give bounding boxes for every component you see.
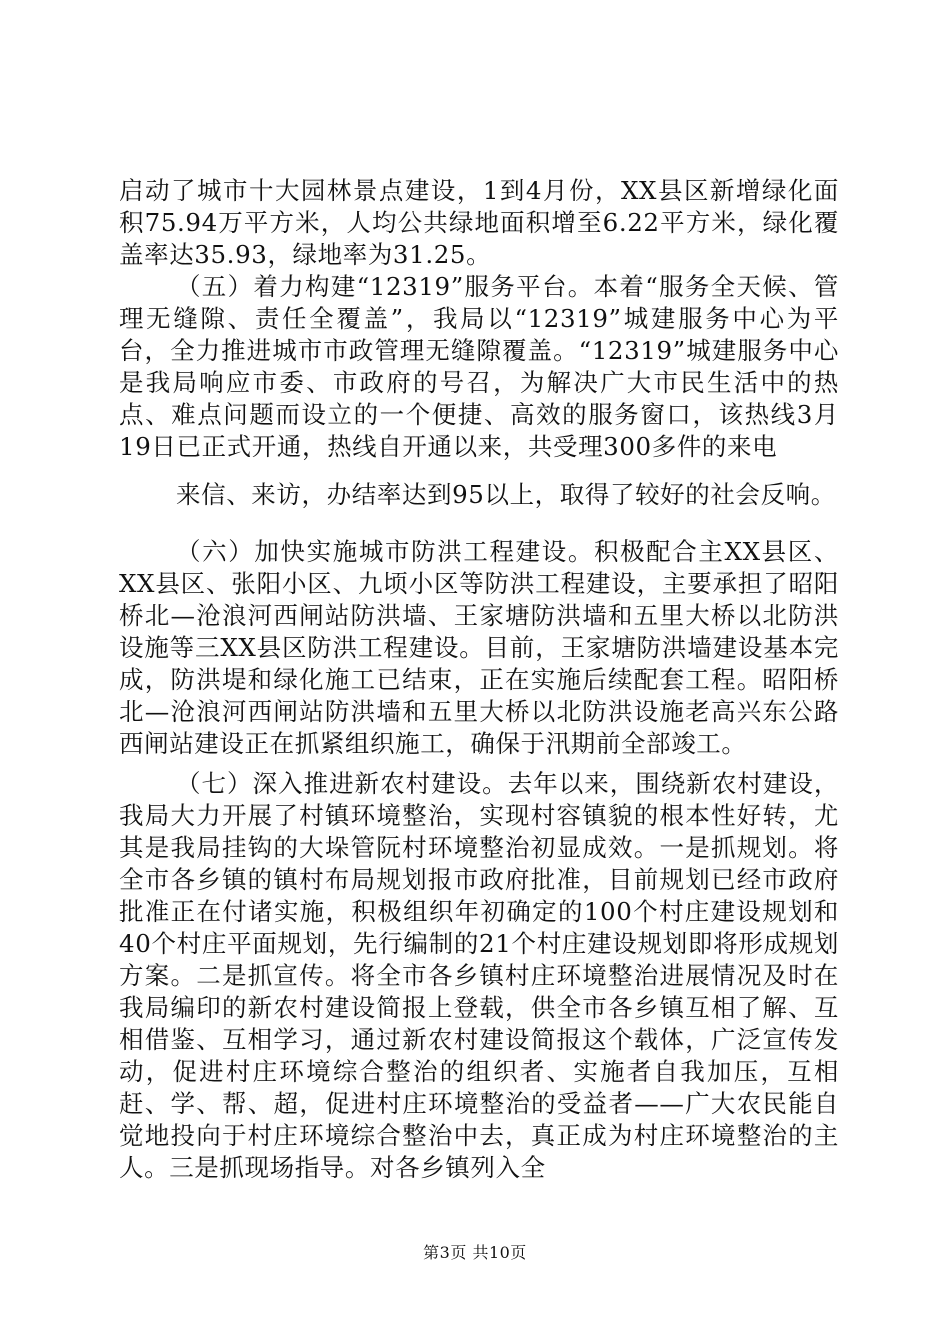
paragraph-service-platform: （五）着力构建“12319”服务平台。本着“服务全天候、管理无缝隙、责任全覆盖”，我局以“12319”城建服务中心为平台，全力推进城市市政管理无缝隙覆盖。“12319”城建服务中心是我局响应市委、市政府的号召，为解决广大市民生活中的热点、难点问题而设立的一个便捷、高效的服务窗口，该热线3月19日已正式开通，热线自开通以来，共受理300多件的来电 [119, 272, 839, 461]
paragraph-flood-control: （六）加快实施城市防洪工程建设。积极配合主XX县区、XX县区、张阳小区、九顷小区等防洪工程建设，主要承担了昭阳桥北—沧浪河西闸站防洪墙、王家塘防洪墙和五里大桥以北防洪设施等三XX县区防洪工程建设。目前，王家塘防洪墙建设基本完成，防洪堤和绿化施工已结束，正在实施后续配套工程。昭阳桥北—沧浪河西闸站防洪墙和五里大桥以北防洪设施老高兴东公路西闸站建设正在抓紧组织施工，确保于汛期前全部竣工。 [119, 537, 839, 758]
paragraph-new-countryside: （七）深入推进新农村建设。去年以来，围绕新农村建设，我局大力开展了村镇环境整治，实现村容镇貌的根本性好转，尤其是我局挂钩的大垛管阮村环境整治初显成效。一是抓规划。将全市各乡镇的镇村布局规划报市政府批准，目前规划已经市政府批准正在付诸实施，积极组织年初确定的100个村庄建设规划和40个村庄平面规划，先行编制的21个村庄建设规划即将形成规划方案。二是抓宣传。将全市各乡镇村庄环境整治进展情况及时在我局编印的新农村建设简报上登载，供全市各乡镇互相了解、互相借鉴、互相学习，通过新农村建设简报这个载体，广泛宣传发动，促进村庄环境综合整治的组织者、实施者自我加压，互相赶、学、帮、超，促进村庄环境整治的受益者——广大农民能自觉地投向于村庄环境综合整治中去，真正成为村庄环境整治的主人。三是抓现场指导。对各乡镇列入全 [119, 769, 839, 1182]
paragraph-greening-stats: 启动了城市十大园林景点建设，1到4月份，XX县区新增绿化面积75.94万平方米，人均公共绿地面积增至6.22平方米，绿化覆盖率达35.93，绿地率为31.25。 [119, 176, 839, 269]
page-footer: 第3页 共10页 [423, 1243, 527, 1262]
paragraph-letters-visits: 来信、来访，办结率达到95以上，取得了较好的社会反响。 [176, 480, 836, 509]
